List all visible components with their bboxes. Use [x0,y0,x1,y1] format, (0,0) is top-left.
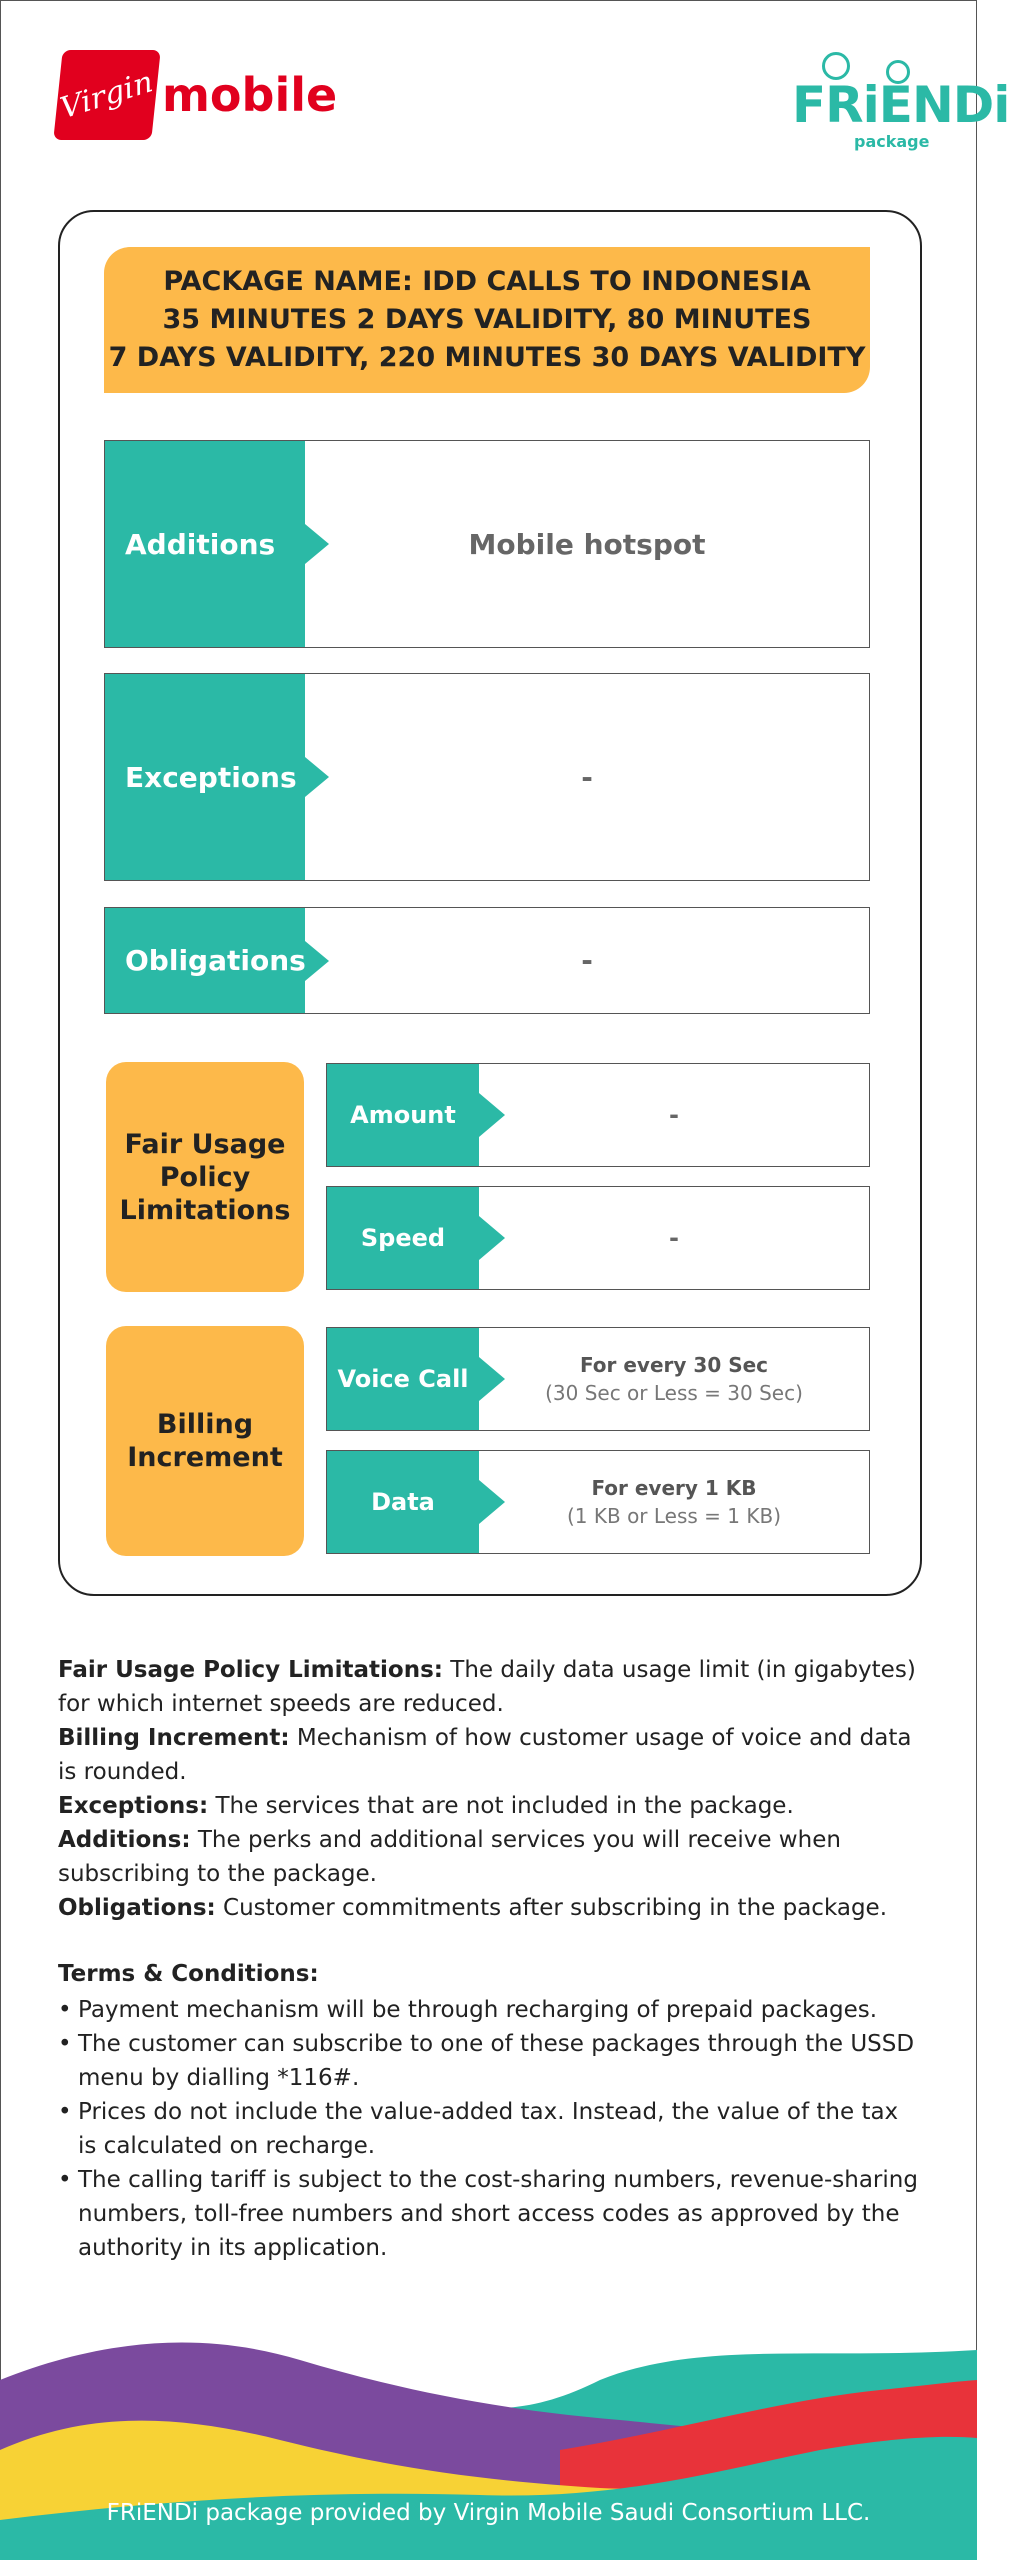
virgin-mobile-logo [58,50,337,140]
terms-title: Terms & Conditions: [58,1961,319,1987]
data-value-line1: For every 1 KB [591,1476,757,1500]
billing-title: Billing Increment [127,1409,283,1473]
definition-term: Obligations: [58,1895,216,1921]
terms-item: • Prices do not include the value-added tax. Instead, the value of the tax is calculated on recharge. [58,2095,918,2163]
footer-text: FRiENDi package provided by Virgin Mobile Saudi Consortium LLC. [106,2500,871,2526]
voice-call-value-line2: (30 Sec or Less = 30 Sec) [545,1381,803,1405]
definition-term: Fair Usage Policy Limitations: [58,1657,443,1683]
exceptions-value: - [581,760,593,794]
definition-term: Exceptions: [58,1793,209,1819]
additions-value: Mobile hotspot [468,527,706,561]
voice-call-value [479,1328,869,1430]
fair-usage-speed-row [326,1186,870,1290]
billing-data-row [326,1450,870,1554]
fair-usage-title: Fair Usage Policy Limitations [119,1128,291,1226]
obligations-label: Obligations [105,908,305,1013]
terms-and-conditions [58,1957,918,2265]
voice-call-value-line1: For every 30 Sec [579,1353,769,1377]
data-label: Data [327,1451,479,1553]
virgin-badge-text: Virgin [57,63,157,127]
terms-item: • The calling tariff is subject to the cost-sharing numbers, revenue-sharing numbers, toll-free numbers and short access codes as approved by the authority in its application. [58,2163,918,2265]
obligations-value: - [581,944,593,977]
exceptions-row [104,673,870,881]
speed-value: - [669,1224,679,1252]
data-value [479,1451,869,1553]
terms-item: • The customer can subscribe to one of these packages through the USSD menu by dialling *116#. [58,2027,918,2095]
definition-text: The services that are not included in the package. [208,1793,794,1819]
package-name-line: PACKAGE NAME: IDD CALLS TO INDONESIA [163,266,811,297]
friendi-subtitle: package [854,132,930,151]
friendi-wordmark: FRiENDi [792,76,1009,134]
definition-text: Mechanism of how customer usage of voice and data is rounded. [58,1725,912,1785]
definition-text: The daily data usage limit (in gigabytes) for which internet speeds are reduced. [58,1657,916,1717]
fair-usage-title-box [106,1062,304,1292]
definition-item [58,1891,918,1925]
definitions [58,1653,918,1925]
billing-title-box [106,1326,304,1556]
speed-label: Speed [327,1187,479,1289]
obligations-row [104,907,870,1014]
definition-item [58,1653,918,1721]
data-value-line2: (1 KB or Less = 1 KB) [566,1504,782,1528]
package-name-line: 35 MINUTES 2 DAYS VALIDITY, 80 MINUTES [162,304,812,335]
definition-item [58,1789,918,1823]
package-name-line: 7 DAYS VALIDITY, 220 MINUTES 30 DAYS VALIDITY [108,342,866,373]
definition-text: The perks and additional services you will receive when subscribing to the package. [58,1827,841,1887]
virgin-badge [53,50,160,140]
fair-usage-amount-row [326,1063,870,1167]
package-name-banner [104,247,870,393]
additions-label: Additions [105,441,305,647]
friendi-logo [790,48,1009,158]
definition-item [58,1823,918,1891]
definition-term: Additions: [58,1827,191,1853]
amount-value: - [669,1101,679,1129]
terms-item: • Payment mechanism will be through recharging of prepaid packages. [58,1993,918,2027]
definition-item [58,1721,918,1789]
additions-row [104,440,870,648]
billing-voice-row [326,1327,870,1431]
terms-list [58,1993,918,2265]
amount-label: Amount [327,1064,479,1166]
definition-term: Billing Increment: [58,1725,290,1751]
definition-text: Customer commitments after subscribing in the package. [215,1895,888,1921]
exceptions-label: Exceptions [105,674,305,880]
voice-call-label: Voice Call [327,1328,479,1430]
mobile-wordmark: mobile [162,68,338,122]
